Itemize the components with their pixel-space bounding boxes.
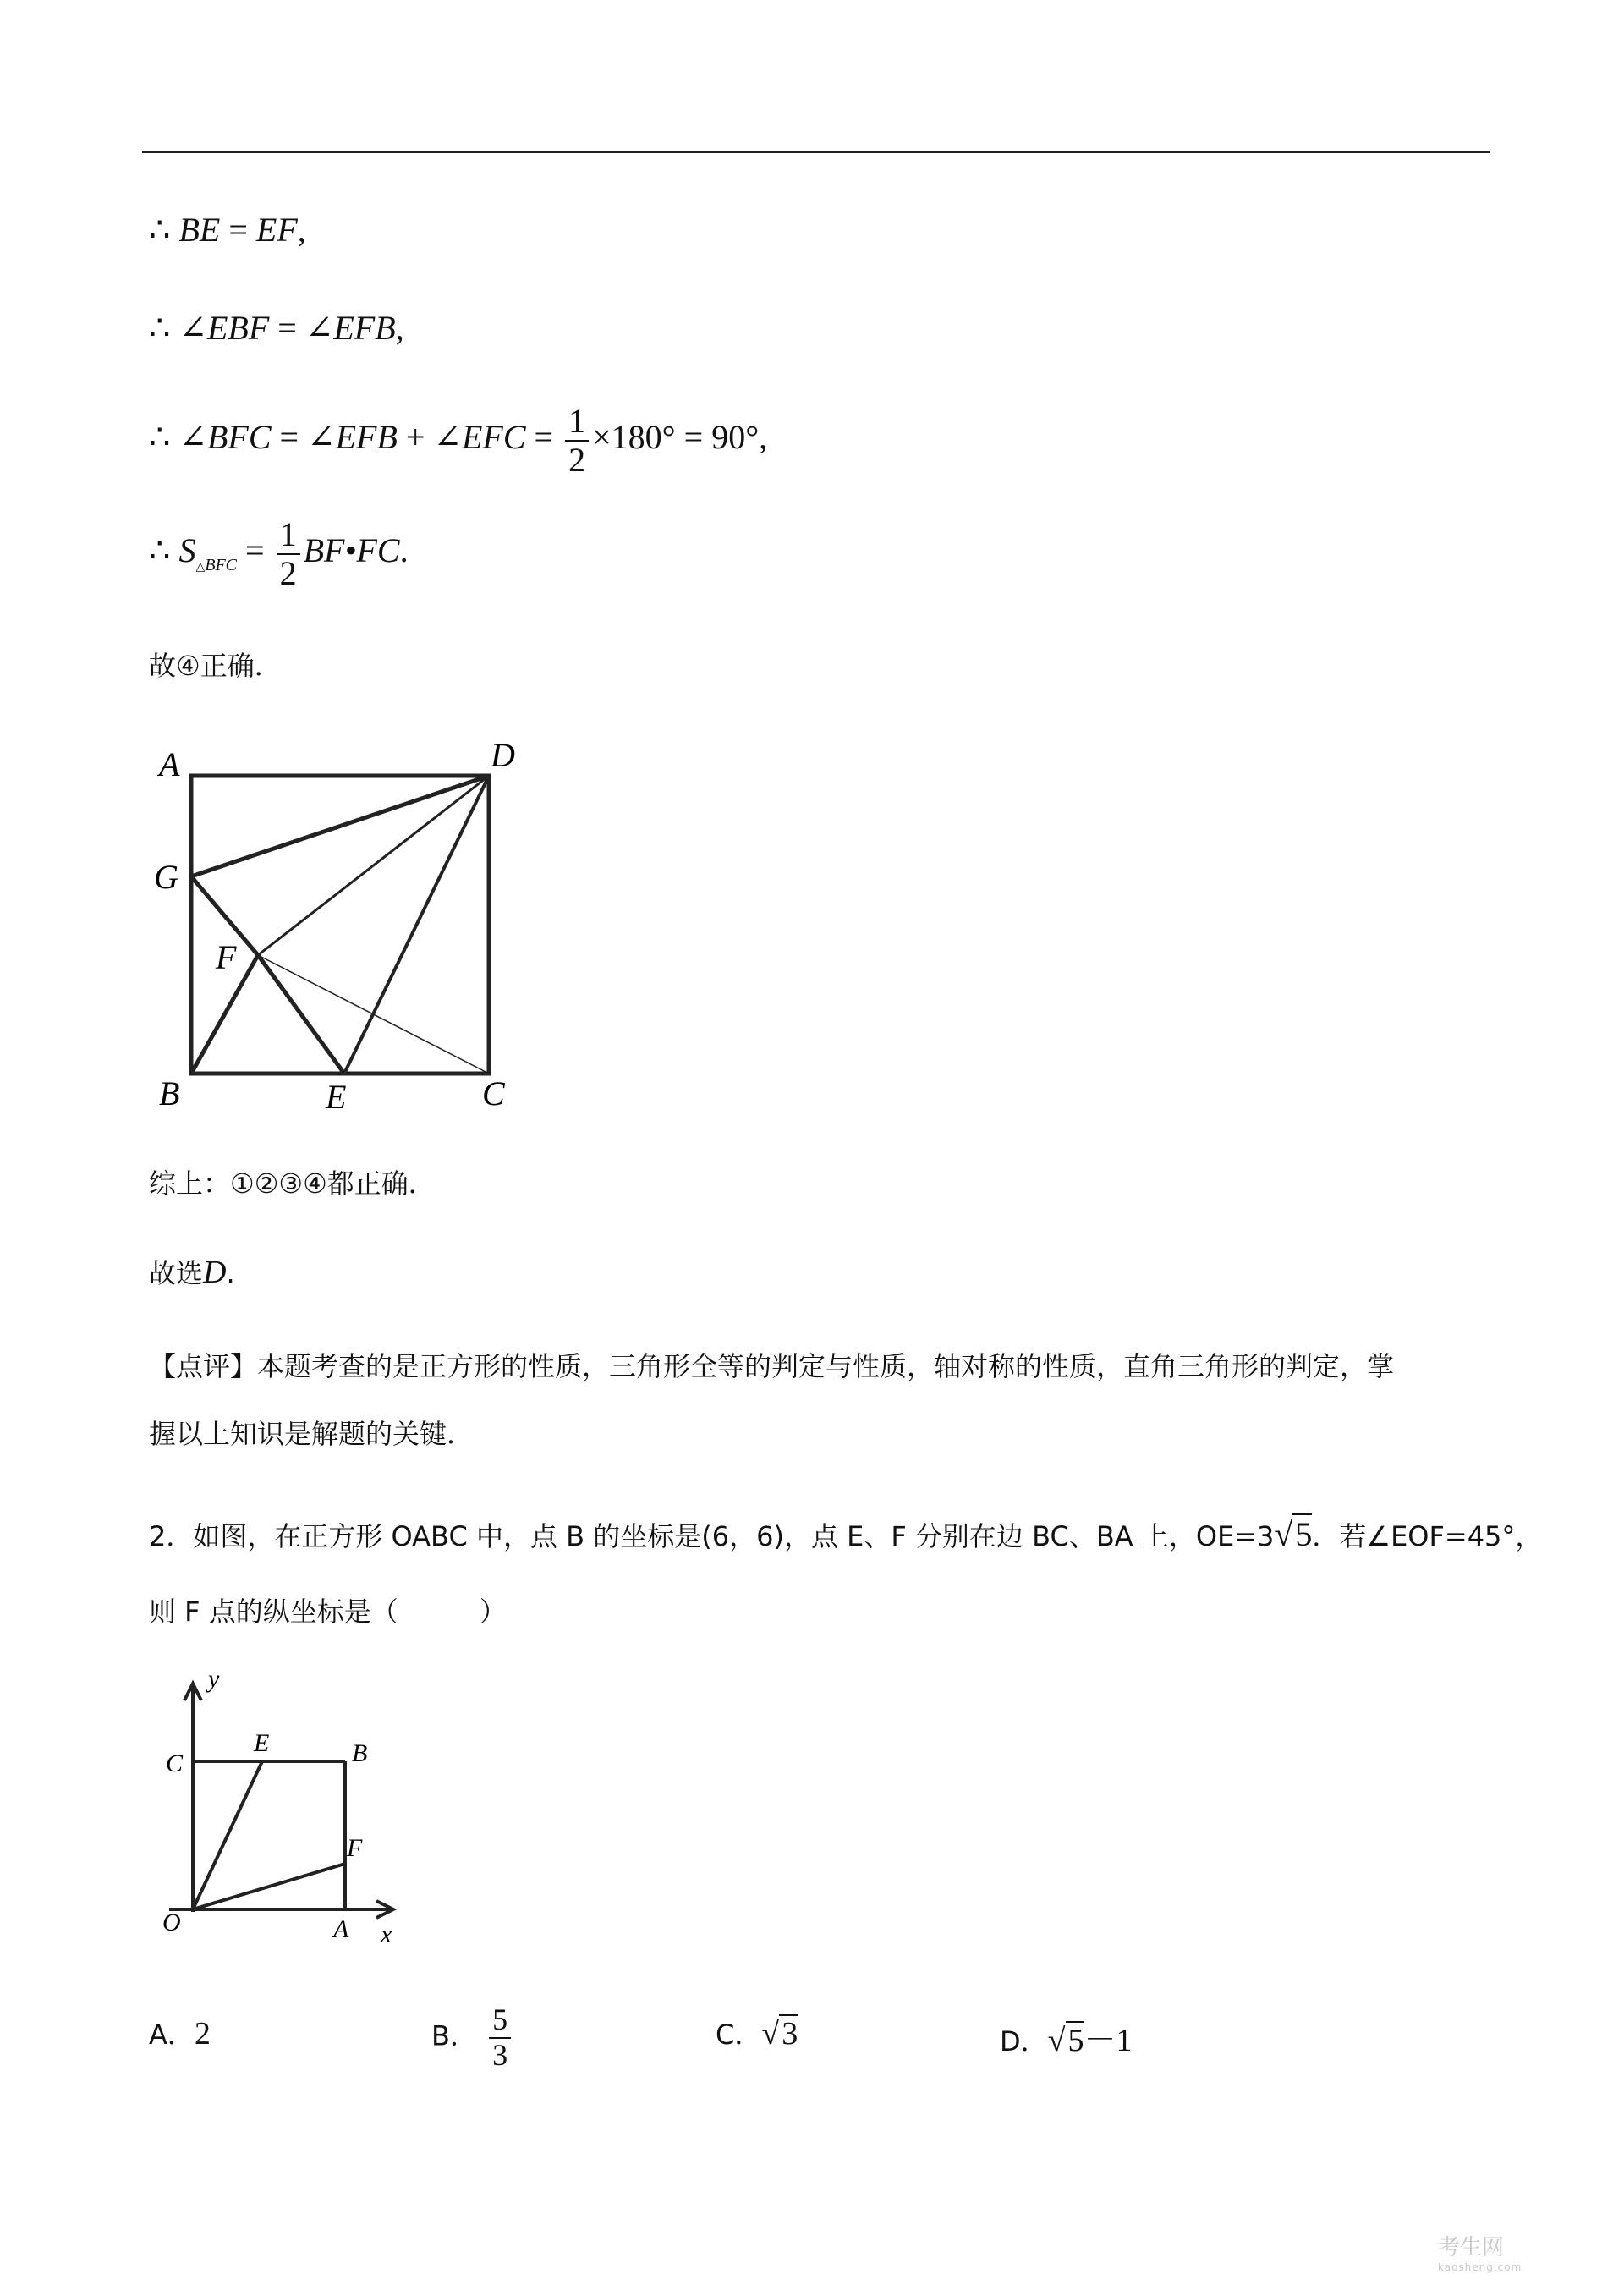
step-angle-ebf [149,308,404,348]
option-d-sqrt: √5 [1047,2023,1084,2058]
segment-fc [258,955,489,1074]
question-2-line-2: 则 F 点的纵坐标是（ ） [149,1596,507,1628]
option-c[interactable] [716,2013,798,2052]
label-d: D [491,736,515,774]
option-b-fraction [489,2003,511,2072]
option-d[interactable] [1000,2013,1133,2060]
label-b: B [352,1739,368,1767]
segment-oe [193,1761,262,1909]
label-e: E [254,1729,270,1757]
area-subscript [195,556,237,574]
step-rhs: EF [255,211,298,249]
sqrt-radicand: 5 [1292,1513,1312,1553]
punctuation: , [297,211,306,249]
label-c: C [482,1074,505,1112]
label-b: B [159,1074,180,1112]
therefore-symbol: ∴ [149,418,171,457]
step-angle-bfc [149,403,767,479]
question-2-line-1 [149,1514,1542,1554]
step-term1: ∠EFB [307,418,398,457]
fraction-numerator: 1 [565,403,589,442]
segment-of [193,1864,345,1909]
answer-choice [149,1252,235,1291]
review-line-2: 握以上知识是解题的关键． [149,1418,475,1450]
equals-sign: = [228,211,248,249]
triangle-name: BFC [205,556,238,575]
square-outline [191,776,489,1074]
site-watermark [1438,2230,1522,2273]
option-c-label: C． [716,2019,762,2051]
therefore-symbol: ∴ [149,531,171,570]
step-area-bfc [149,516,409,592]
watermark-subtext: kaosheng.com [1438,2261,1522,2273]
therefore-symbol: ∴ [149,211,171,249]
label-g: G [154,858,178,896]
option-b-label: B． [431,2019,477,2052]
label-y: y [208,1665,220,1693]
punctuation: , [395,309,404,347]
sqrt-radicand: 3 [779,2014,798,2052]
watermark-text: 考生网 [1438,2235,1505,2260]
fraction-denominator: 3 [492,2037,508,2072]
label-f: F [216,938,237,976]
triangle-mark: △ [195,561,206,574]
option-d-label: D． [1000,2025,1048,2057]
header-rule [142,151,1490,153]
summary-all-correct: 综上：①②③④都正确． [149,1167,436,1200]
figure-square-abcd [135,728,541,1117]
option-a-label: A． [149,2019,195,2051]
fraction-numerator: 5 [489,2003,511,2039]
choice-letter: D [203,1255,227,1290]
label-a: A [333,1915,349,1943]
option-b[interactable] [431,2003,514,2072]
area-symbol: S [178,531,196,570]
option-c-sqrt: √3 [761,2016,798,2052]
step-term2: ∠EFC [433,418,526,457]
segment-ed [344,776,489,1074]
step-be-eq-ef [149,210,306,250]
step-lhs: ∠EBF [178,309,270,347]
punctuation: . [399,531,409,570]
segment-fd [258,776,489,955]
label-c: C [166,1749,184,1777]
equals-sign: = [279,418,299,457]
equals-sign: = [245,531,265,570]
equals-sign: = [534,418,554,457]
segment-fe [258,955,344,1074]
fraction-denominator: 2 [279,554,297,592]
fraction-numerator: 1 [277,516,300,555]
review-line-1: 【点评】本题考查的是正方形的性质，三角形全等的判定与性质，轴对称的性质，直角三角形的判定，掌 [149,1350,1395,1382]
figure-coordinate-square [144,1658,414,1946]
conclusion-4-correct: 故④正确． [149,650,282,682]
step-result: 90° [711,418,760,457]
sqrt-radicand: 5 [1066,2021,1084,2058]
step-rhs: BF•FC [303,531,400,570]
therefore-symbol: ∴ [149,309,171,347]
times-180: ×180° [592,418,676,457]
fraction-denominator: 2 [568,441,586,479]
option-a[interactable] [149,2013,211,2052]
equals-sign: = [277,309,297,347]
plus-sign: + [405,418,425,457]
step-lhs: ∠BFC [178,418,272,457]
step-rhs: ∠EFB [304,309,396,347]
segment-gd [191,776,489,876]
punctuation: . [226,1257,235,1289]
option-a-value: 2 [194,2016,211,2052]
question-2-text-end: ．若∠EOF=45°， [1312,1520,1543,1552]
choice-prefix: 故选 [149,1257,204,1289]
option-d-tail: －1 [1084,2023,1133,2058]
label-f: F [347,1834,363,1862]
label-e: E [326,1078,347,1116]
label-o: O [162,1909,181,1936]
question-2-text: 2．如图，在正方形 OABC 中，点 B 的坐标是(6，6)，点 E、F 分别在边 BC、BA 上，OE=3 [149,1520,1275,1552]
step-lhs: BE [178,211,221,249]
half-fraction [565,403,589,479]
label-a: A [159,745,180,783]
half-fraction [277,516,300,592]
equals-sign: = [683,418,704,457]
punctuation: , [759,418,768,457]
sqrt-5: √5 [1274,1515,1313,1553]
label-x: x [381,1920,392,1946]
